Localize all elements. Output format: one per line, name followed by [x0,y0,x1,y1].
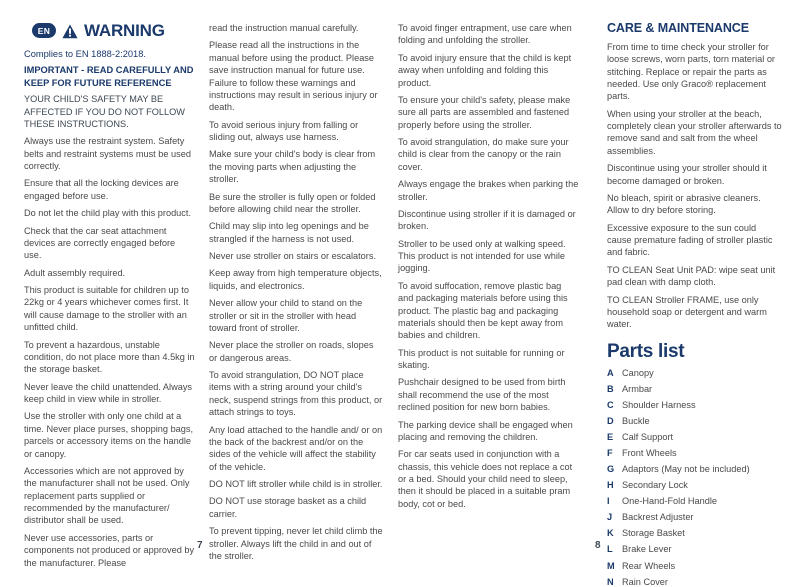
warning-paragraph: Any load attached to the handle and/ or on the back of the backrest and/or on the sides of the vehicle will affect the stability of the vehicle. [209,424,383,472]
warning-paragraph: Never leave the child unattended. Always keep child in view while in stroller. [24,381,193,405]
warning-paragraph: To prevent tipping, never let child climb the stroller. Always lift the child in and out of the stroller. [209,526,383,561]
parts-list-label: Front Wheels [622,447,677,458]
parts-list-item [607,577,782,587]
parts-list-letter: E [607,431,614,442]
warning-paragraph: Child may slip into leg openings and be strangled if the harness is not used. [209,221,369,244]
warning-paragraph: Always use the restraint system. Safety belts and restraint systems must be used correctly. [24,136,191,172]
parts-list-item [607,448,782,459]
parts-list-label: Rain Cover [622,576,668,587]
parts-list-letter: B [607,383,614,394]
warning-paragraph: Use the stroller with only one child at a time. Never place purses, shopping bags, parcels or accessory items on the handle or canopy. [24,411,194,459]
warning-paragraph: Discontinue using stroller if it is damaged or broken. [398,208,576,232]
parts-list-item [607,528,782,539]
care-maintenance-title: CARE & MAINTENANCE [607,21,749,35]
parts-list-label: Buckle [622,415,650,426]
parts-list-letter: A [607,367,614,378]
column-3 [398,22,593,527]
complies-text: Complies to EN 1888-2:2018. [24,49,146,59]
warning-paragraph: Do not let the child play with this product. [24,208,191,219]
warning-paragraph: To prevent a hazardous, unstable condition, do not place more than 4.5kg in the storage basket. [24,339,195,375]
warning-paragraph: Excessive exposure to the sun could cause premature fading of stroller plastic and fabric. [607,222,773,258]
parts-list-item [607,416,782,427]
parts-list-label: Armbar [622,383,653,394]
care-paragraphs [607,41,782,331]
warning-paragraph: To avoid injury ensure that the child is kept away when unfolding and folding this product. [398,52,572,88]
parts-list-letter: F [607,447,613,458]
warning-paragraph: Keep away from high temperature objects, liquids, and electronics. [209,268,382,291]
language-badge-en: EN [32,23,56,38]
parts-list-item [607,464,782,475]
warning-paragraph: When using your stroller at the beach, completely clean your stroller afterwards to remove sand and salt from the wheel assemblies. [607,108,782,156]
warning-paragraph: The parking device shall be engaged when placing and removing the children. [398,419,573,442]
parts-list-item [607,432,782,443]
parts-list-letter: M [607,560,615,571]
warning-paragraph: To avoid finger entrapment, use care when folding and unfolding the stroller. [398,23,572,46]
parts-list-label: Shoulder Harness [622,399,696,410]
parts-list-title: Parts list [607,340,685,362]
warning-paragraph: Check that the car seat attachment devices are correctly engaged before use. [24,225,176,261]
column-1-paragraphs [24,135,195,569]
warning-paragraph: Always engage the brakes when parking the stroller. [398,179,579,202]
parts-list-item [607,561,782,572]
column-2 [209,22,398,561]
warning-paragraph: Never use stroller on stairs or escalators. [209,251,376,261]
warning-paragraph: Never use accessories, parts or components not produced or approved by the manufacturer. Please [24,532,195,568]
column-1 [24,21,209,568]
warning-paragraph: To avoid strangulation, DO NOT place items with a string around your child's neck, suspend strings from this product, or attach strings to toys. [209,370,383,418]
warning-paragraph: Please read all the instructions in the manual before using the product. Please save instruction manual for future use. Failure to follow these warnings and instructions may result in serious injury or death. [209,40,378,113]
warning-paragraph: Never place the stroller on roads, slopes or dangerous areas. [209,340,374,363]
warning-paragraph: Adult assembly required. [24,267,126,278]
parts-list-item [607,480,782,491]
parts-list-letter: N [607,576,614,587]
warning-paragraph: TO CLEAN Seat Unit PAD: wipe seat unit pad clean with damp cloth. [607,264,776,288]
parts-list-label: One-Hand-Fold Handle [622,496,717,507]
parts-list-letter: L [607,544,613,555]
warning-paragraph: No bleach, spirit or abrasive cleaners. Allow to dry before storing. [607,192,761,216]
parts-list-letter: J [607,512,613,523]
warning-paragraph: This product is not suitable for running or skating. [398,347,565,370]
parts-list-label: Adaptors (May not be included) [622,464,750,475]
parts-list-label: Storage Basket [622,528,685,539]
parts-list-item [607,512,782,523]
column-4 [593,21,782,587]
parts-list-item [607,384,782,395]
parts-list-label: Backrest Adjuster [622,512,694,523]
child-safety-notice: YOUR CHILD'S SAFETY MAY BE AFFECTED IF YOU DO NOT FOLLOW THESE INSTRUCTIONS. [24,94,185,130]
warning-header [32,22,195,39]
warning-paragraph: To avoid strangulation, do make sure your child is clear from the canopy or the rain cover. [398,137,569,172]
warning-paragraph: read the instruction manual carefully. [209,23,359,33]
parts-list-letter: G [607,464,615,475]
warning-paragraph: To ensure your child's safety, please make sure all parts are assembled and fastened properly before using the stroller. [398,94,571,130]
warning-paragraph: DO NOT use storage basket as a child carrier. [209,496,367,519]
warning-heading: WARNING [84,21,165,40]
parts-list-letter: K [607,528,614,539]
warning-paragraph: Accessories which are not approved by the manufacturer shall not be used. Only replacement parts supplied or recommended by the manufacturer/ distributor shall be used. [24,465,190,526]
warning-triangle-icon [62,24,78,39]
warning-paragraph: DO NOT lift stroller while child is in stroller. [209,479,383,489]
page-number-left: 7 [197,540,203,551]
parts-list-label: Canopy [622,367,654,378]
parts-list-letter: C [607,399,614,410]
parts-list-item [607,496,782,507]
parts-list-label: Calf Support [622,431,674,442]
page-number-right: 8 [595,540,601,551]
warning-paragraph: Pushchair designed to be used from birth shall recommend the use of the most reclined position for new born babies. [398,377,566,413]
warning-paragraph: Make sure your child's body is clear from the moving parts when adjusting the stroller. [209,149,376,185]
parts-list-label: Brake Lever [622,544,672,555]
parts-list-label: Secondary Lock [622,480,688,491]
warning-paragraph: From time to time check your stroller for loose screws, worn parts, torn material or stitching. Replace or repair the parts as needed. Use only Graco® replacement parts. [607,41,775,102]
warning-paragraph: To avoid serious injury from falling or sliding out, always use harness. [209,119,359,142]
warning-paragraph: Never allow your child to stand on the stroller or sit in the stroller with head toward front of stroller. [209,298,363,333]
warning-paragraph: To avoid suffocation, remove plastic bag and packaging materials before using this product. The plastic bag and packaging materials should then be kept away from babies and children. [398,280,568,341]
column-2-paragraphs [209,22,384,562]
warning-paragraph: For car seats used in conjunction with a chassis, this vehicle does not replace a cot or a bed. Should your child need to sleep, then it should be placed in a suitable pram body, cot or bed. [398,449,573,509]
parts-list-item [607,544,782,555]
warning-paragraph: Be sure the stroller is fully open or folded before allowing child near the stroller. [209,191,376,214]
warning-paragraph: Discontinue using your stroller should it become damaged or broken. [607,163,767,186]
warning-paragraph: Ensure that all the locking devices are engaged before use. [24,178,179,201]
parts-list-letter: I [607,496,610,507]
warning-paragraph: TO CLEAN Stroller FRAME, use only household soap or detergent and warm water. [607,294,767,330]
parts-list [607,368,782,587]
warning-paragraph: This product is suitable for children up to 22kg or 4 years whichever comes first. It will cause damage to the stroller with an unfitted child. [24,285,189,333]
column-3-paragraphs [398,22,579,510]
important-notice: IMPORTANT - READ CAREFULLY AND KEEP FOR FUTURE REFERENCE [24,65,194,88]
parts-list-letter: H [607,480,614,491]
parts-list-item [607,368,782,379]
warning-paragraph: Stroller to be used only at walking speed. This product is not intended for use while jogging. [398,238,566,274]
parts-list-letter: D [607,415,614,426]
parts-list-item [607,400,782,411]
parts-list-label: Rear Wheels [622,560,676,571]
